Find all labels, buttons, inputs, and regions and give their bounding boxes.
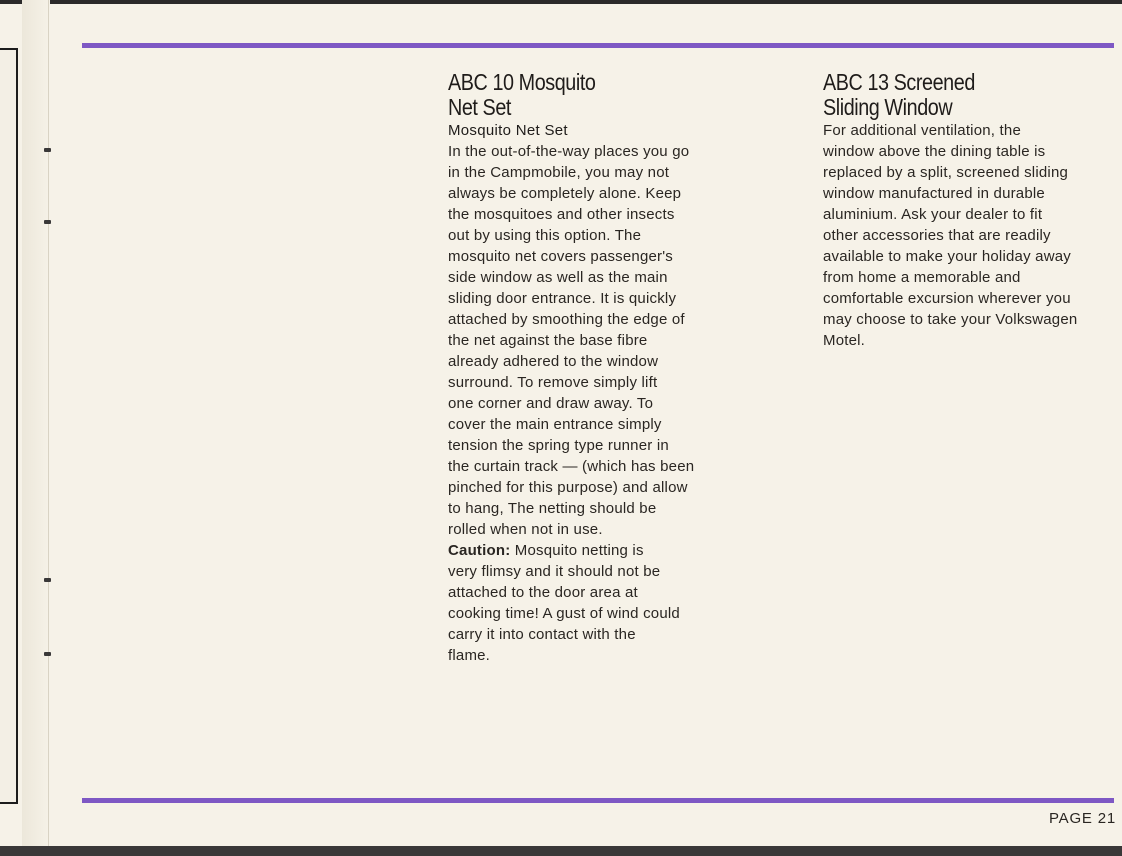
- article-heading: [823, 70, 1080, 120]
- article-body: [448, 141, 748, 666]
- body-line: the mosquitoes and other insects: [448, 206, 675, 223]
- body-line: replaced by a split, screened sliding: [823, 164, 1069, 181]
- caution-text: Mosquito netting is: [510, 542, 644, 559]
- body-line: surround. To remove simply lift: [448, 374, 658, 391]
- body-line: rolled when not in use.: [448, 521, 603, 538]
- article-body: [823, 120, 1122, 351]
- body-line: other accessories that are readily: [823, 227, 1051, 244]
- body-line: aluminium. Ask your dealer to fit: [823, 206, 1043, 223]
- body-line: cover the main entrance simply: [448, 416, 662, 433]
- heading-line: Net Set: [448, 94, 511, 120]
- body-line: always be completely alone. Keep: [448, 185, 682, 202]
- article-heading: [448, 70, 706, 120]
- body-line: very flimsy and it should not be: [448, 563, 661, 580]
- binding-shade: [22, 0, 50, 856]
- page-bottom-edge: [0, 846, 1122, 856]
- bottom-divider-rule: [82, 798, 1114, 803]
- body-line: comfortable excursion wherever you: [823, 290, 1071, 307]
- body-line: carry it into contact with the: [448, 626, 636, 643]
- body-line: attached to the door area at: [448, 584, 638, 601]
- body-line: mosquito net covers passenger's: [448, 248, 674, 265]
- heading-line: ABC 13 Screened: [823, 69, 975, 95]
- body-line: may choose to take your Volkswagen: [823, 311, 1078, 328]
- article-sliding-window: [823, 70, 1122, 351]
- page-top-edge: [0, 0, 1122, 4]
- body-line: out by using this option. The: [448, 227, 642, 244]
- caution-label: Caution:: [448, 542, 511, 559]
- article-subheading: Mosquito Net Set: [448, 122, 568, 139]
- body-line: cooking time! A gust of wind could: [448, 605, 680, 622]
- previous-page-edge: [0, 48, 18, 804]
- article-mosquito-net: [448, 70, 748, 666]
- binding-staple: [44, 220, 51, 224]
- body-line: In the out-of-the-way places you go: [448, 143, 690, 160]
- body-line: one corner and draw away. To: [448, 395, 654, 412]
- body-line: the net against the base fibre: [448, 332, 648, 349]
- body-line: tension the spring type runner in: [448, 437, 669, 454]
- body-line: pinched for this purpose) and allow: [448, 479, 688, 496]
- top-divider-rule: [82, 43, 1114, 48]
- binding-staple: [44, 652, 51, 656]
- body-line: For additional ventilation, the: [823, 122, 1021, 139]
- binding-staple: [44, 148, 51, 152]
- caution-line: [448, 540, 748, 561]
- body-line: side window as well as the main: [448, 269, 668, 286]
- body-line: window manufactured in durable: [823, 185, 1045, 202]
- body-line: in the Campmobile, you may not: [448, 164, 670, 181]
- binding-fold: [48, 0, 49, 856]
- body-line: attached by smoothing the edge of: [448, 311, 685, 328]
- heading-line: ABC 10 Mosquito: [448, 69, 596, 95]
- body-line: already adhered to the window: [448, 353, 659, 370]
- body-line: the curtain track — (which has been: [448, 458, 695, 475]
- body-line: window above the dining table is: [823, 143, 1046, 160]
- body-line: Motel.: [823, 332, 866, 349]
- body-line: flame.: [448, 647, 491, 664]
- heading-line: Sliding Window: [823, 94, 953, 120]
- body-line: sliding door entrance. It is quickly: [448, 290, 677, 307]
- page-number: PAGE 21: [1048, 810, 1116, 827]
- body-line: to hang, The netting should be: [448, 500, 657, 517]
- binding-staple: [44, 578, 51, 582]
- body-line: available to make your holiday away: [823, 248, 1071, 265]
- body-line: from home a memorable and: [823, 269, 1021, 286]
